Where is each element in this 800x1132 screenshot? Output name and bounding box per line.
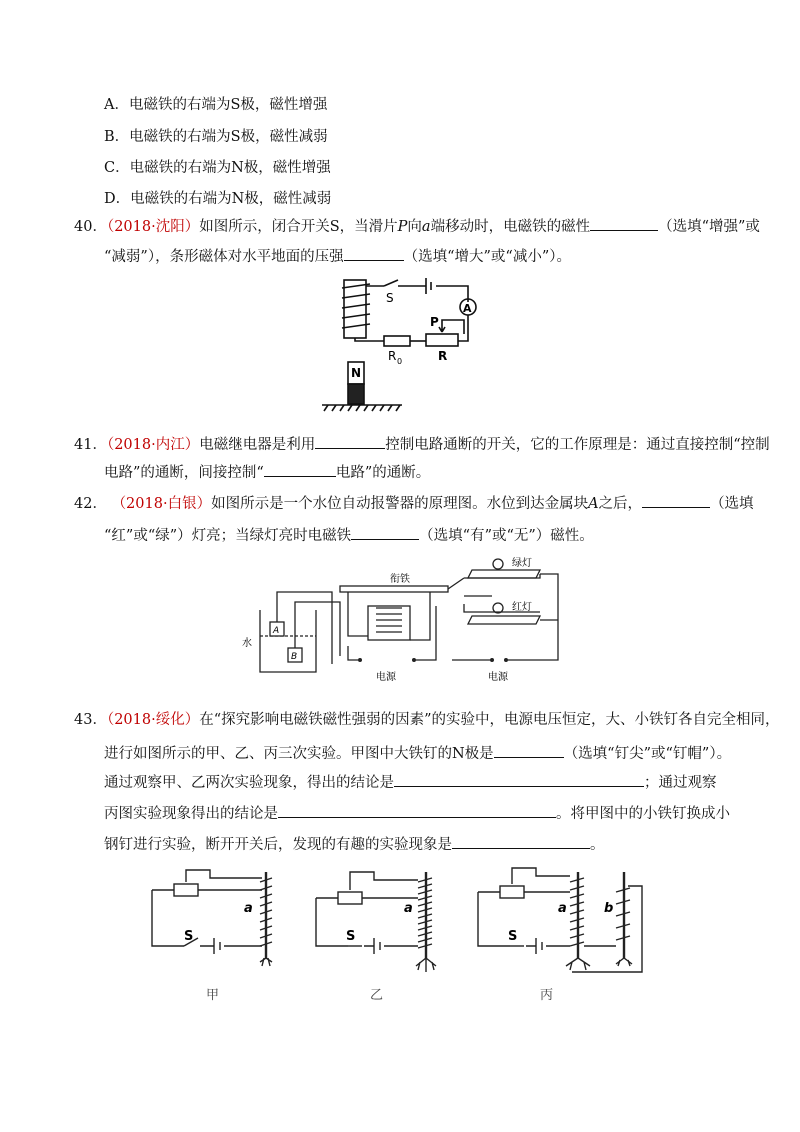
relay-core: [368, 606, 410, 640]
option-c: C．电磁铁的右端为N极，磁性增强: [104, 160, 331, 176]
bar-magnet: [348, 384, 364, 404]
q41-answer-blank-2[interactable]: [264, 462, 336, 477]
power-source-2-label: 电源: [488, 672, 508, 683]
small-nails-b: [616, 958, 632, 966]
q42-answer-blank-2[interactable]: [351, 525, 419, 540]
q40-text: （选填“增强”或: [658, 219, 760, 235]
option-a: A．电磁铁的右端为S极，磁性增强: [104, 97, 328, 113]
coil-a: [570, 878, 584, 946]
q40-text: （选填“增大”或“减小”）。: [403, 249, 571, 265]
q41-source: （2018·内江）: [106, 437, 200, 453]
q41-line-1: [74, 434, 770, 455]
ammeter-label: A: [463, 302, 472, 315]
red-lamp-base: [468, 616, 540, 624]
nail-b-label: b: [604, 901, 614, 916]
q43-text: 进行如图所示的甲、乙、丙三次实验。甲图中大铁钉的N极是: [104, 746, 494, 762]
caption-bing: 丙: [540, 988, 554, 1003]
q40-answer-blank-1[interactable]: [590, 216, 658, 231]
nail-a-label: a: [244, 901, 253, 916]
q41-text: 控制电路通断的开关，它的工作原理是：通过直接控制“控制: [385, 437, 770, 453]
small-nails: [260, 958, 272, 966]
q43-figure-yi: [312, 862, 448, 982]
rheostat: [338, 892, 362, 904]
relay-coil: [376, 608, 402, 632]
q40-text: “减弱”），条形磁体对水平地面的压强: [104, 249, 344, 265]
q43-line-4: [104, 803, 730, 824]
green-lamp-base: [468, 570, 540, 578]
q43-line-2: [104, 743, 731, 764]
nail-a-label: a: [558, 901, 567, 916]
switch-label: S: [386, 291, 394, 305]
nail-a-label: a: [404, 901, 413, 916]
q40-text: 如图所示，闭合开关S，当滑片: [199, 219, 398, 235]
small-nails: [416, 958, 436, 972]
q42-text: 如图所示是一个水位自动报警器的原理图。水位到达金属块: [211, 496, 589, 512]
q43-answer-blank-1[interactable]: [494, 743, 564, 758]
q41-text: 电路”的通断，间接控制“: [104, 465, 264, 481]
q43-answer-blank-3[interactable]: [278, 803, 556, 818]
q41-text: 电磁继电器是利用: [199, 437, 316, 453]
q42-text: “红”或“绿”）灯亮；当绿灯亮时电磁铁: [104, 528, 352, 544]
q43-text: 。: [590, 837, 605, 853]
q40-var-a: a: [421, 219, 431, 235]
q40-text: 端移动时，电磁铁的磁性: [430, 219, 591, 235]
caption-jia: 甲: [206, 988, 220, 1003]
q42-answer-blank-1[interactable]: [642, 493, 710, 508]
q40-source: （2018·沈阳）: [106, 219, 200, 235]
switch-s-label: S: [346, 929, 356, 944]
electromagnet-core: [344, 280, 366, 338]
magnet-n-label: N: [351, 366, 362, 380]
water-container: [260, 610, 316, 672]
q41-answer-blank-1[interactable]: [315, 434, 385, 449]
water-label: 水: [242, 638, 252, 649]
red-lamp-label: 红灯: [512, 602, 532, 613]
q43-text: 在“探究影响电磁铁磁性强弱的因素”的实验中，电源电压恒定，大、小铁钉各自完全相同，: [199, 712, 780, 728]
q43-text: 丙图实验现象得出的结论是: [104, 806, 278, 822]
q42-number: 42．: [74, 496, 107, 512]
green-lamp-label: 绿灯: [512, 558, 532, 569]
switch-s-label: S: [508, 929, 518, 944]
r-label: R: [438, 349, 448, 363]
slider-label: P: [430, 315, 439, 329]
block-b-label: B: [291, 652, 298, 662]
caption-yi: 乙: [370, 988, 384, 1003]
q43-text: 。将甲图中的小铁钉换成小: [556, 806, 730, 822]
q40-line-2: [104, 246, 571, 267]
rheostat-r: [426, 334, 458, 346]
q42-line-2: [104, 525, 594, 546]
q41-number: 41．: [74, 437, 107, 453]
q42-source: （2018·白银）: [111, 496, 212, 512]
q41-line-2: [104, 462, 430, 483]
block-a-label: A: [273, 626, 280, 636]
coil: [260, 878, 272, 946]
option-b: B．电磁铁的右端为S极，磁性减弱: [104, 129, 328, 145]
q40-number: 40．: [74, 219, 107, 235]
q43-answer-blank-4[interactable]: [452, 834, 590, 849]
rheostat: [174, 884, 198, 896]
option-d: D．电磁铁的右端为N极，磁性减弱: [104, 191, 332, 207]
resistor-r0: [384, 336, 410, 346]
switch-s-label: S: [184, 929, 194, 944]
q43-source: （2018·绥化）: [106, 712, 200, 728]
q40-var-p: P: [397, 219, 408, 235]
q42-text: 之后，: [598, 496, 643, 512]
q43-number: 43．: [74, 712, 107, 728]
switch-s: [384, 280, 398, 286]
q41-text: 电路”的通断。: [335, 465, 431, 481]
q40-line-1: [74, 216, 760, 237]
q43-line-3: [104, 772, 717, 793]
q42-text: （选填“有”或“无”）磁性。: [419, 528, 594, 544]
q43-text: 通过观察甲、乙两次实验现象，得出的结论是: [104, 775, 394, 791]
r0-label: R: [388, 349, 397, 363]
q43-answer-blank-2[interactable]: [394, 772, 644, 787]
armature-bar: [340, 586, 448, 592]
q43-line-1: [74, 710, 780, 730]
power-source-1-label: 电源: [376, 672, 396, 683]
armature-label: 衔铁: [390, 574, 410, 585]
q40-text: 向: [407, 219, 422, 235]
q40-circuit-figure: [318, 276, 478, 412]
q42-text: （选填: [710, 496, 754, 512]
q42-alarm-figure: [240, 556, 580, 690]
r0-subscript: 0: [397, 357, 403, 366]
q42-var-a: A: [588, 496, 599, 512]
q43-figure-jia: [148, 862, 284, 982]
q43-line-5: [104, 834, 605, 855]
q43-text: ；通过观察: [644, 775, 717, 791]
green-lamp: [493, 559, 503, 569]
small-nails-a: [566, 958, 590, 970]
q42-line-1: [74, 493, 754, 514]
q43-text: 钢钉进行实验，断开开关后，发现的有趣的实验现象是: [104, 837, 452, 853]
rheostat: [500, 886, 524, 898]
q40-answer-blank-2[interactable]: [344, 246, 404, 261]
q43-text: （选填“钉尖”或“钉帽”）。: [563, 746, 732, 762]
q43-figure-bing: [474, 862, 660, 982]
